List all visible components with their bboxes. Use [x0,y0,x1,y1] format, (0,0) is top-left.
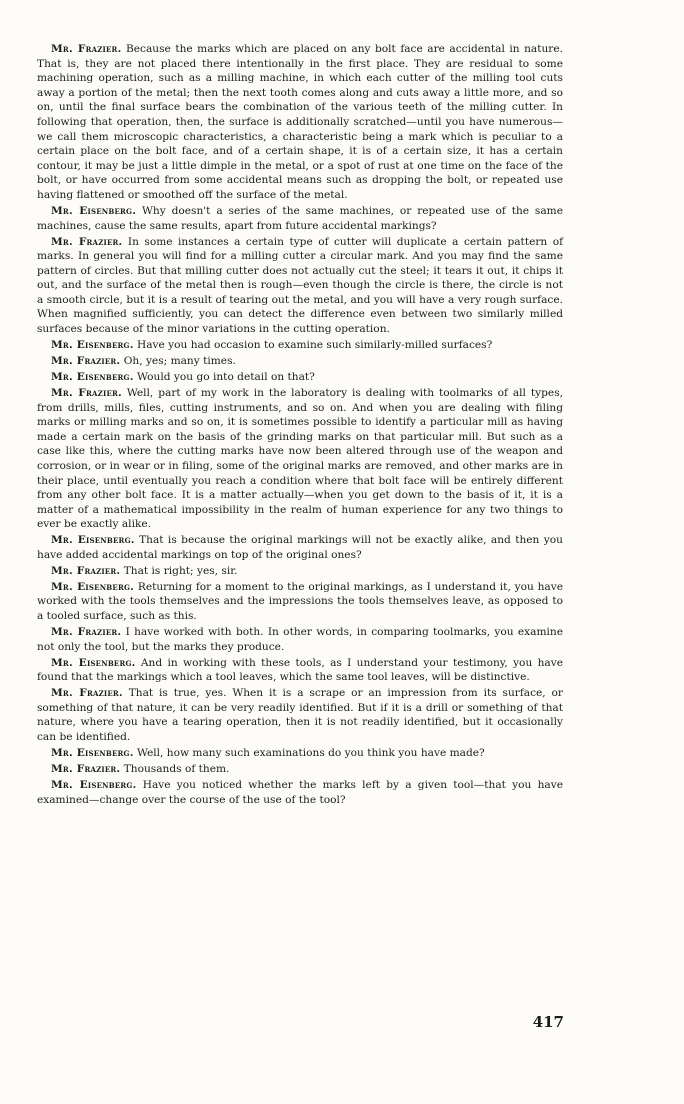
testimony-paragraph [37,746,563,761]
paragraph-text: That is right; yes, sir. [123,564,238,577]
speaker-label: Mr. Eisenberg. [51,204,137,217]
paragraph-text: In some instances a certain type of cutter will duplicate a certain pattern of marks. In general you will find for a milling cutter a circular mark. And you may find the same pattern of circles. But that milling cutter does not actually cut the steel; it tears it out, it chips it out, and the surface of the metal then is rough—even though the circle is there, the circle is not a smooth circle, but it is a result of tearing out the metal, and you will have a very rough surface. When magnified sufficiently, you can detect the difference even between two similarly milled surfaces because of the minor variations in the cutting operation. [37,235,563,336]
testimony-paragraph [37,42,563,203]
testimony-paragraph [37,580,563,624]
paragraph-text: Well, how many such examinations do you think you have made? [136,746,485,759]
testimony-paragraph [37,354,563,369]
paragraph-text: That is because the original markings will not be exactly alike, and then you have added accidental markings on top of the original ones? [37,534,563,561]
testimony-paragraph [37,778,563,807]
speaker-label: Mr. Eisenberg. [51,339,134,352]
paragraph-text: Well, part of my work in the laboratory is dealing with toolmarks of all types, from drills, mills, files, cutting instruments, and so on. And when you are dealing with filing marks or milling marks and so on, it is sometimes possible to identify a particular mill as having made a certain mark on the basis of the grinding marks on that particular mill. But such as a case like this, where the cutting marks have now been altered through use of the weapon and corrosion, or in wear or in filing, some of the original marks are removed, and other marks are in their place, until eventually you reach a condition where that bolt face will be entirely different from any other bolt face. It is a matter actually—when you get down to the basis of it, it is a matter of a mathematical impossibility in the realm of human experience for any two things to ever be exactly alike. [37,387,563,531]
speaker-label: Mr. Frazier. [51,564,121,577]
speaker-label: Mr. Frazier. [51,355,121,368]
speaker-label: Mr. Eisenberg. [51,534,135,547]
page-number: 417 [532,1013,564,1031]
paragraph-text: Have you had occasion to examine such similarly-milled surfaces? [136,339,493,352]
transcript-page [37,42,563,809]
paragraph-text: Have you noticed whether the marks left by a given tool—that you have examined—change over the course of the use of the tool? [37,778,563,806]
paragraph-text: I have worked with both. In other words, in comparing toolmarks, you examine not only the tool, but the marks they produce. [37,626,563,653]
testimony-paragraph [37,656,563,685]
speaker-label: Mr. Frazier. [51,626,122,639]
testimony-paragraph [37,625,563,654]
paragraph-text: Thousands of them. [123,762,230,775]
speaker-label: Mr. Frazier. [51,43,122,55]
paragraph-text: Because the marks which are placed on any bolt face are accidental in nature. That is, they are not placed there intentionally in the first place. They are residual to some machining operation, such as a milling machine, in which each cutter of the milling tool cuts away a portion of the metal; then the next tooth comes along and cuts away a little more, and so on, until the final surface bears the combination of the various teeth of the milling cutter. In following that operation, then, the surface is additionally scratched—until you have numerous—we call them microscopic characteristics, a characteristic being a mark which is peculiar to a certain place on the bolt face, and of a certain shape, it is of a certain size, it has a certain contour, it may be just a little dimple in the metal, or a spot of rust at one time on the face of the bolt, or have occurred from some accidental means such as dropping the bolt, or repeated use having flattened or smoothed off the surface of the metal. [37,43,563,201]
testimony-paragraph [37,533,563,562]
speaker-label: Mr. Eisenberg. [51,580,135,593]
paragraph-text: And in working with these tools, as I understand your testimony, you have found that the markings which a tool leaves, which the same tool leaves, will be distinctive. [37,656,563,684]
testimony-paragraph [37,204,563,233]
speaker-label: Mr. Frazier. [51,687,123,700]
speaker-label: Mr. Eisenberg. [51,656,136,669]
speaker-label: Mr. Eisenberg. [51,371,134,384]
testimony-paragraph [37,338,563,353]
testimony-paragraph [37,762,563,777]
speaker-label: Mr. Frazier. [51,235,123,248]
paragraph-text: Oh, yes; many times. [123,355,236,368]
speaker-label: Mr. Frazier. [51,387,122,399]
speaker-label: Mr. Eisenberg. [51,778,137,791]
speaker-label: Mr. Eisenberg. [51,746,134,759]
testimony-paragraph [37,386,563,532]
speaker-label: Mr. Frazier. [51,762,121,775]
testimony-paragraph [37,235,563,337]
paragraph-text: Would you go into detail on that? [136,371,315,384]
paragraph-text: Why doesn't a series of the same machines, or repeated use of the same machines, cause the same results, apart from future accidental markings? [37,204,563,232]
testimony-paragraph [37,564,563,579]
testimony-paragraph [37,686,563,744]
testimony-paragraph [37,370,563,385]
paragraph-text: That is true, yes. When it is a scrape or an impression from its surface, or something of that nature, it can be very readily identified. But if it is a drill or something of that nature, where you have a tearing operation, then it is not readily identified, but it occasionally can be identified. [37,687,563,743]
paragraph-text: Returning for a moment to the original markings, as I understand it, you have worked with the tools themselves and the impressions the tools themselves leave, as opposed to a tooled surface, such as this. [37,580,563,623]
